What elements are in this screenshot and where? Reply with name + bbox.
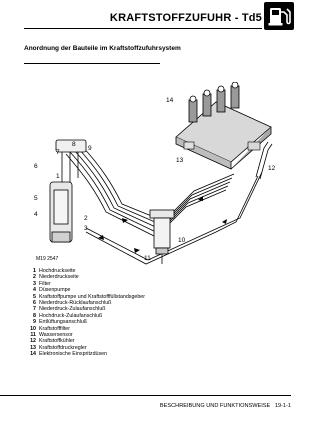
page-footer [0, 395, 300, 425]
callout-5: 5 [34, 195, 38, 202]
legend-item: 11 Wassersensor [30, 332, 73, 339]
legend-item: 8 Hochdruck-Zulaufanschluß [33, 312, 103, 319]
callout-4: 4 [34, 211, 38, 218]
legend-item: 5 Kraftstoffpumpe und Kraftstofffüllstandsgeber [33, 293, 146, 300]
legend-item: 12 Kraftstoffkühler [30, 338, 75, 345]
footer-rule [0, 395, 291, 396]
fuel-system-drawing [26, 82, 288, 272]
page-number: 19-1-1 [274, 403, 291, 409]
figure-reference: M19 2547 [36, 256, 59, 262]
page-title: KRAFTSTOFFZUFUHR - Td5 [109, 12, 262, 24]
callout-8: 8 [72, 141, 76, 148]
section-rule [24, 63, 160, 64]
callout-12: 12 [268, 165, 276, 172]
callout-14: 14 [166, 97, 174, 104]
fuel-system-diagram [26, 82, 288, 272]
callout-3: 3 [84, 225, 88, 232]
callout-11: 11 [144, 255, 151, 262]
legend-item: 1 Hochdruckseite [33, 268, 76, 274]
callout-9: 9 [88, 145, 92, 152]
footer-text [160, 403, 291, 409]
callout-2: 2 [84, 215, 88, 222]
callout-7: 7 [56, 149, 60, 156]
legend [26, 268, 145, 358]
callout-6: 6 [34, 163, 38, 170]
header-rule [24, 28, 262, 29]
legend-item: 10 Kraftstofffilter [30, 325, 71, 332]
legend-item: 2 Niederdruckseite [33, 274, 79, 281]
legend-item: 3 Filter [33, 280, 51, 287]
page-header [0, 0, 300, 45]
fuel-pump-icon [264, 2, 294, 30]
legend-item: 6 Niederdruck-Rücklaufanschluß [33, 300, 112, 307]
legend-item: 9 Entlüftungsanschluß [33, 319, 87, 326]
callout-13: 13 [176, 157, 184, 164]
legend-item: 13 Kraftstoffdruckregler [30, 344, 87, 351]
legend-item: 14 Elektronische Einspritzdüsen [30, 351, 108, 358]
callout-1: 1 [56, 173, 60, 180]
legend-item: 4 Düsenpumpe [33, 287, 71, 294]
callout-10: 10 [178, 237, 186, 244]
section-title: Anordnung der Bauteile im Kraftstoffzufuhrsystem [24, 45, 181, 52]
legend-item: 7 Niederdruck-Zulaufanschluß [33, 306, 106, 313]
footer-section: BESCHREIBUNG UND FUNKTIONSWEISE [159, 403, 271, 409]
